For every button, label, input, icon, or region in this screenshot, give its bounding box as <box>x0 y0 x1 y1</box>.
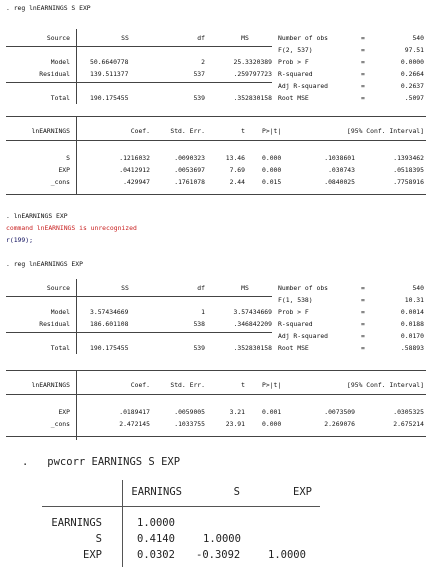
se-header: Std. Err. <box>170 381 205 389</box>
corr-row-label: EARNINGS <box>51 517 102 529</box>
dep-var-header: lnEARNINGS <box>31 381 70 389</box>
ms-value: .352830158 <box>233 344 272 352</box>
p-header: P>|t| <box>262 127 282 135</box>
ms-value: .259797723 <box>233 70 272 78</box>
stat-key: R-squared <box>278 320 313 328</box>
t-header: t <box>241 127 245 135</box>
ci-high: .1393462 <box>393 154 424 162</box>
stat-key: F(1, 538) <box>278 296 313 304</box>
df-value: 1 <box>201 308 205 316</box>
ss-value: 186.601108 <box>90 320 129 328</box>
df-value: 539 <box>193 344 205 352</box>
corr-col-header: S <box>233 486 240 498</box>
se-value: .0090323 <box>174 154 205 162</box>
stat-eq: = <box>361 332 365 340</box>
ci-low: .1038601 <box>324 154 355 162</box>
row-label: Model <box>50 308 70 316</box>
ms-value: .352830158 <box>233 94 272 102</box>
ss-value: 190.175455 <box>90 94 129 102</box>
stat-value: 0.0188 <box>400 320 424 328</box>
corr-value: 1.0000 <box>268 549 306 561</box>
coef-header: Coef. <box>130 127 150 135</box>
source-header: Source <box>46 284 70 292</box>
coef-value: .1216032 <box>119 154 150 162</box>
ci-low: 2.269076 <box>324 420 355 428</box>
stat-value: 540 <box>412 284 424 292</box>
stat-key: Prob > F <box>278 58 309 66</box>
stat-eq: = <box>361 82 365 90</box>
t-value: 23.91 <box>225 420 245 428</box>
p-header: P>|t| <box>262 381 282 389</box>
coef-value: 2.472145 <box>119 420 150 428</box>
ci-high: .0305325 <box>393 408 424 416</box>
stat-key: Root MSE <box>278 94 309 102</box>
stat-value: 97.51 <box>404 46 424 54</box>
ms-value: .346842209 <box>233 320 272 328</box>
p-value: 0.001 <box>262 408 282 416</box>
df-value: 2 <box>201 58 205 66</box>
se-header: Std. Err. <box>170 127 205 135</box>
var-name: _cons <box>50 178 70 186</box>
corr-row-label: S <box>95 533 102 545</box>
ss-value: 3.57434669 <box>90 308 129 316</box>
corr-col-header: EXP <box>293 486 312 498</box>
command-line: . reg lnEARNINGS S EXP <box>6 4 91 12</box>
se-value: .1761078 <box>174 178 205 186</box>
ci-low: .0073509 <box>324 408 355 416</box>
corr-value: 1.0000 <box>203 533 241 545</box>
error-message: command lnEARNINGS is unrecognized <box>6 224 137 232</box>
stat-eq: = <box>361 34 365 42</box>
var-name: EXP <box>58 408 70 416</box>
se-value: .0059005 <box>174 408 205 416</box>
row-label: Total <box>50 344 70 352</box>
ms-header: MS <box>241 34 249 42</box>
corr-value: -0.3092 <box>196 549 241 561</box>
corr-col-header: EARNINGS <box>131 486 182 498</box>
df-value: 537 <box>193 70 205 78</box>
df-header: df <box>197 34 205 42</box>
ss-value: 190.175455 <box>90 344 129 352</box>
stat-value: 0.2637 <box>400 82 424 90</box>
ci-high: 2.675214 <box>393 420 424 428</box>
stat-value: 0.0014 <box>400 308 424 316</box>
return-code: r(199); <box>6 236 33 244</box>
var-name: S <box>66 154 70 162</box>
stat-eq: = <box>361 308 365 316</box>
coef-value: .0412912 <box>119 166 150 174</box>
corr-value: 1.0000 <box>137 517 175 529</box>
stat-value: 0.0000 <box>400 58 424 66</box>
dep-var-header: lnEARNINGS <box>31 127 70 135</box>
se-value: .1033755 <box>174 420 205 428</box>
stat-value: 540 <box>412 34 424 42</box>
stat-eq: = <box>361 58 365 66</box>
ci-low: .0840025 <box>324 178 355 186</box>
stat-eq: = <box>361 94 365 102</box>
p-value: 0.015 <box>262 178 282 186</box>
t-value: 3.21 <box>229 408 245 416</box>
stat-value: 10.31 <box>404 296 424 304</box>
var-name: _cons <box>50 420 70 428</box>
row-label: Model <box>50 58 70 66</box>
df-value: 538 <box>193 320 205 328</box>
var-name: EXP <box>58 166 70 174</box>
ms-value: 3.57434669 <box>233 308 272 316</box>
coef-header: Coef. <box>130 381 150 389</box>
coef-value: .0189417 <box>119 408 150 416</box>
stat-key: F(2, 537) <box>278 46 313 54</box>
stat-value: .58893 <box>400 344 424 352</box>
se-value: .0053697 <box>174 166 205 174</box>
command-line: . pwcorr EARNINGS S EXP <box>22 456 181 468</box>
p-value: 0.000 <box>262 420 282 428</box>
ss-header: SS <box>121 34 129 42</box>
ss-value: 50.6640778 <box>90 58 129 66</box>
df-header: df <box>197 284 205 292</box>
stat-eq: = <box>361 344 365 352</box>
ci-header: [95% Conf. Interval] <box>347 381 424 389</box>
corr-value: 0.4140 <box>137 533 175 545</box>
command-line: . lnEARNINGS EXP <box>6 212 68 220</box>
ms-header: MS <box>241 284 249 292</box>
ss-header: SS <box>121 284 129 292</box>
stat-key: Number of obs <box>278 34 329 42</box>
stat-key: Prob > F <box>278 308 309 316</box>
row-label: Residual <box>39 70 70 78</box>
coef-value: .429947 <box>123 178 150 186</box>
stat-eq: = <box>361 296 365 304</box>
row-label: Residual <box>39 320 70 328</box>
ss-value: 139.511377 <box>90 70 129 78</box>
stat-value: 0.0170 <box>400 332 424 340</box>
stat-key: Number of obs <box>278 284 329 292</box>
stat-eq: = <box>361 70 365 78</box>
corr-value: 0.0302 <box>137 549 175 561</box>
p-value: 0.000 <box>262 166 282 174</box>
stat-key: Adj R-squared <box>278 332 329 340</box>
stat-key: Adj R-squared <box>278 82 329 90</box>
corr-row-label: EXP <box>83 549 102 561</box>
command-line: . reg lnEARNINGS EXP <box>6 260 83 268</box>
stat-key: R-squared <box>278 70 313 78</box>
stat-eq: = <box>361 284 365 292</box>
row-label: Total <box>50 94 70 102</box>
ci-high: .7758916 <box>393 178 424 186</box>
source-header: Source <box>46 34 70 42</box>
ci-high: .0518395 <box>393 166 424 174</box>
stat-key: Root MSE <box>278 344 309 352</box>
stat-value: 0.2664 <box>400 70 424 78</box>
ci-low: .030743 <box>328 166 355 174</box>
ci-header: [95% Conf. Interval] <box>347 127 424 135</box>
t-value: 2.44 <box>229 178 245 186</box>
ms-value: 25.3320389 <box>233 58 272 66</box>
p-value: 0.000 <box>262 154 282 162</box>
df-value: 539 <box>193 94 205 102</box>
stat-eq: = <box>361 320 365 328</box>
t-value: 7.69 <box>229 166 245 174</box>
t-value: 13.46 <box>225 154 245 162</box>
stat-value: .5097 <box>404 94 424 102</box>
stat-eq: = <box>361 46 365 54</box>
t-header: t <box>241 381 245 389</box>
